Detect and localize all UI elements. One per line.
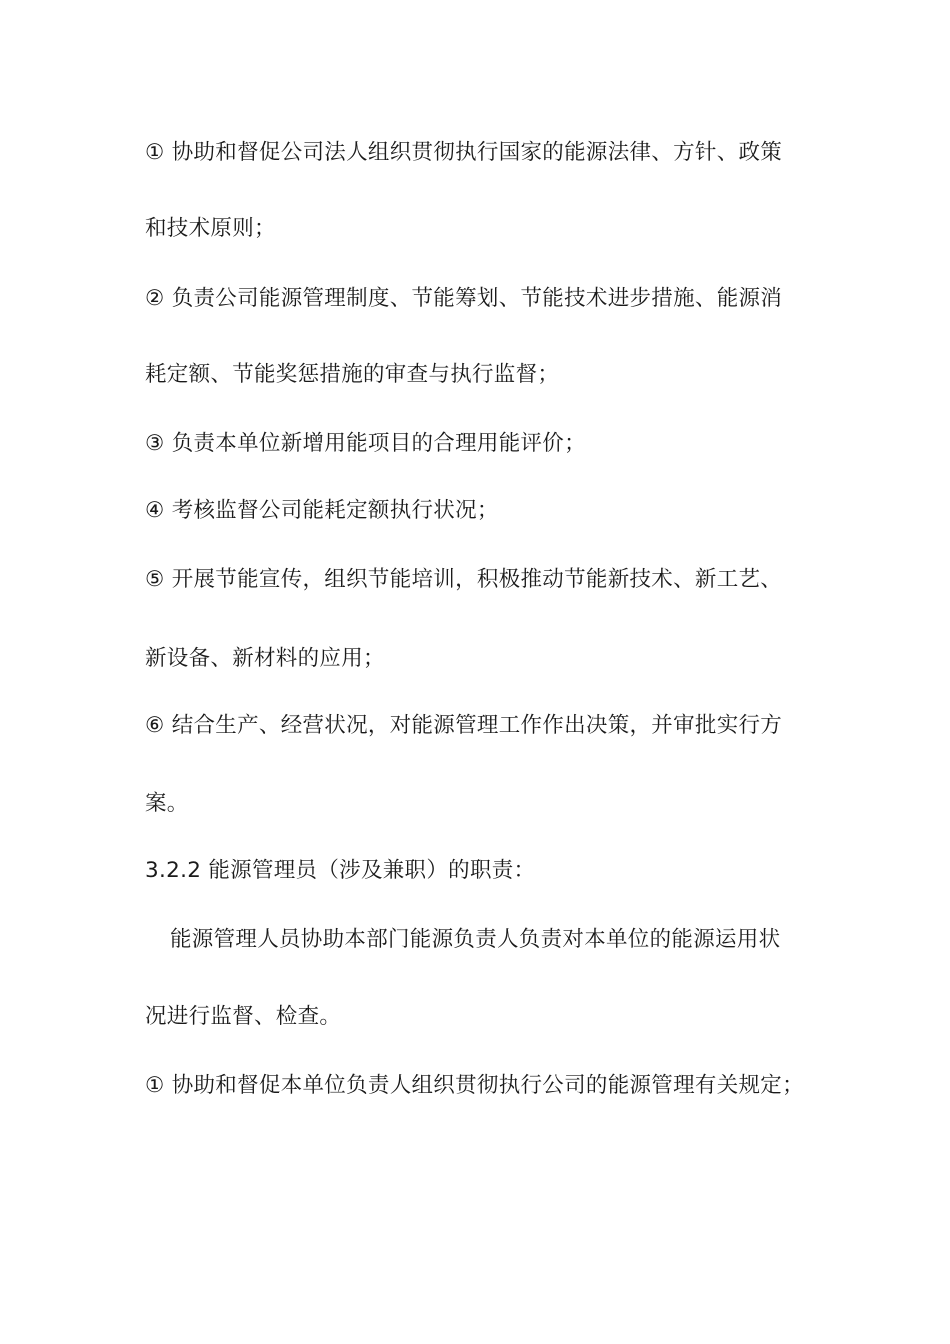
list-item-2-line-2: 耗定额、节能奖惩措施的审查与执行监督； [145, 362, 560, 387]
paragraph-line-1: 能源管理人员协助本部门能源负责人负责对本单位的能源运用状 [170, 927, 781, 952]
list-item-4: ④ 考核监督公司能耗定额执行状况； [145, 498, 499, 523]
list-item-1-line-2: 和技术原则； [145, 216, 276, 241]
list-item-2-line-1: ② 负责公司能源管理制度、节能筹划、节能技术进步措施、能源消 [145, 286, 783, 311]
section-heading: 3.2.2 能源管理员（涉及兼职）的职责： [145, 858, 536, 883]
list-item-1-line-1: ① 协助和督促公司法人组织贯彻执行国家的能源法律、方针、政策 [145, 140, 783, 165]
list-item-3: ③ 负责本单位新增用能项目的合理用能评价； [145, 431, 586, 456]
list-item-6-line-1: ⑥ 结合生产、经营状况，对能源管理工作作出决策，并审批实行方 [145, 713, 783, 738]
paragraph-line-2: 况进行监督、检查。 [145, 1004, 342, 1029]
list-item-5-line-1: ⑤ 开展节能宣传，组织节能培训，积极推动节能新技术、新工艺、 [145, 567, 783, 592]
list-item-5-line-2: 新设备、新材料的应用； [145, 646, 385, 671]
list-item-6-line-2: 案。 [145, 791, 189, 816]
list-item-duty-1: ① 协助和督促本单位负责人组织贯彻执行公司的能源管理有关规定； [145, 1073, 804, 1098]
